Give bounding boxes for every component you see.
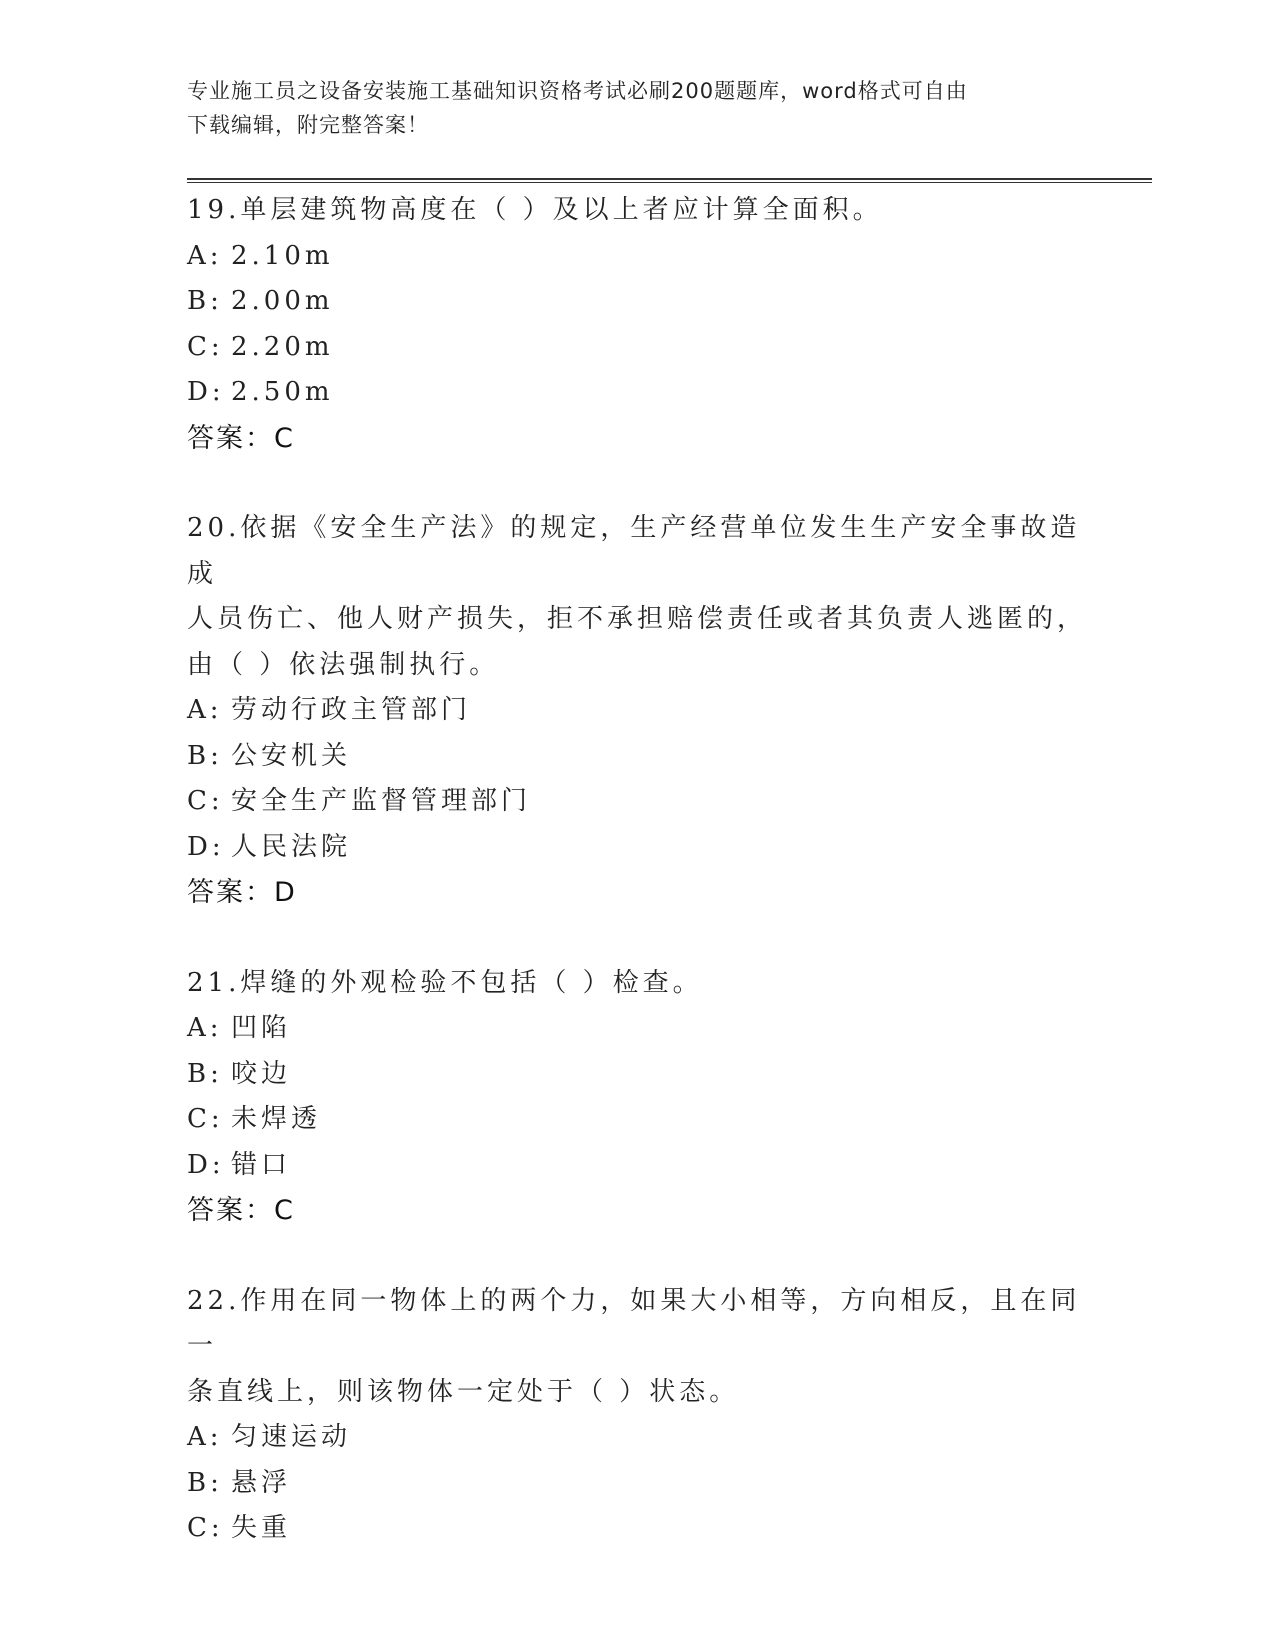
option-a [187, 1415, 1087, 1461]
option-key: D: [187, 377, 225, 407]
option-text: 劳动行政主管部门 [231, 695, 472, 725]
option-d [187, 1143, 1087, 1189]
question-stem-line-2: 人员伤亡、他人财产损失，拒不承担赔偿责任或者其负责人逃匿的， [187, 604, 1088, 634]
option-a [187, 688, 1087, 734]
option-key: C: [187, 331, 224, 362]
option-text: 未焊透 [231, 1104, 322, 1134]
answer-line: 答案：C [187, 422, 295, 454]
option-text: 人民法院 [231, 831, 352, 862]
option-key: B: [187, 1467, 223, 1498]
option-d [187, 370, 1087, 416]
option-key: B: [187, 286, 223, 316]
option-text: 2.10m [231, 240, 334, 271]
option-b [187, 1052, 1087, 1098]
option-c [187, 1097, 1087, 1143]
question-stem-line-3: 由（ ）依法强制执行。 [187, 649, 500, 680]
option-b [187, 734, 1087, 780]
option-key: A: [187, 1013, 223, 1043]
option-a [187, 234, 1087, 280]
option-text: 公安机关 [231, 740, 352, 771]
option-key: A: [187, 695, 223, 725]
option-text: 2.50m [231, 377, 334, 407]
question-20 [187, 506, 1087, 916]
option-text: 安全生产监督管理部门 [231, 786, 532, 816]
question-stem-line-2: 条直线上，则该物体一定处于（ ）状态。 [187, 1376, 740, 1407]
option-text: 错口 [231, 1149, 292, 1180]
question-19 [187, 188, 1087, 461]
option-key: C: [187, 786, 224, 816]
option-b [187, 279, 1087, 325]
option-key: A: [187, 240, 223, 271]
option-key: B: [187, 1058, 223, 1089]
option-text: 2.20m [231, 331, 334, 362]
option-key: B: [187, 740, 223, 771]
header-line-2: 下载编辑，附完整答案！ [187, 113, 429, 137]
option-c [187, 325, 1087, 371]
answer-line: 答案：C [187, 1195, 295, 1226]
header-line-1: 专业施工员之设备安装施工基础知识资格考试必刷200题题库，word格式可自由 [187, 79, 968, 103]
option-text: 咬边 [231, 1058, 292, 1089]
option-key: C: [187, 1104, 224, 1134]
option-text: 2.00m [231, 286, 334, 316]
option-d [187, 825, 1087, 871]
header-divider-thin [187, 182, 1152, 183]
option-text: 凹陷 [231, 1013, 292, 1043]
question-stem-line-1: 20.依据《安全生产法》的规定，生产经营单位发生生产安全事故造成 [187, 513, 1081, 589]
option-text: 悬浮 [231, 1467, 292, 1498]
option-a [187, 1006, 1087, 1052]
option-text: 失重 [231, 1513, 292, 1543]
header-divider-thick [187, 178, 1152, 180]
option-key: D: [187, 831, 225, 862]
document-header [187, 74, 1067, 142]
answer-line: 答案：D [187, 877, 297, 908]
option-b [187, 1461, 1087, 1507]
option-key: D: [187, 1149, 225, 1180]
question-stem-line-1: 22.作用在同一物体上的两个力，如果大小相等，方向相反，且在同一 [187, 1285, 1081, 1361]
option-c [187, 1506, 1087, 1552]
question-21 [187, 961, 1087, 1234]
option-key: C: [187, 1513, 224, 1543]
option-c [187, 779, 1087, 825]
question-list [187, 188, 1087, 1597]
option-text: 匀速运动 [231, 1422, 352, 1452]
question-22 [187, 1279, 1087, 1552]
option-key: A: [187, 1422, 223, 1452]
question-stem: 19.单层建筑物高度在（ ）及以上者应计算全面积。 [187, 195, 883, 225]
question-stem: 21.焊缝的外观检验不包括（ ）检查。 [187, 967, 703, 998]
